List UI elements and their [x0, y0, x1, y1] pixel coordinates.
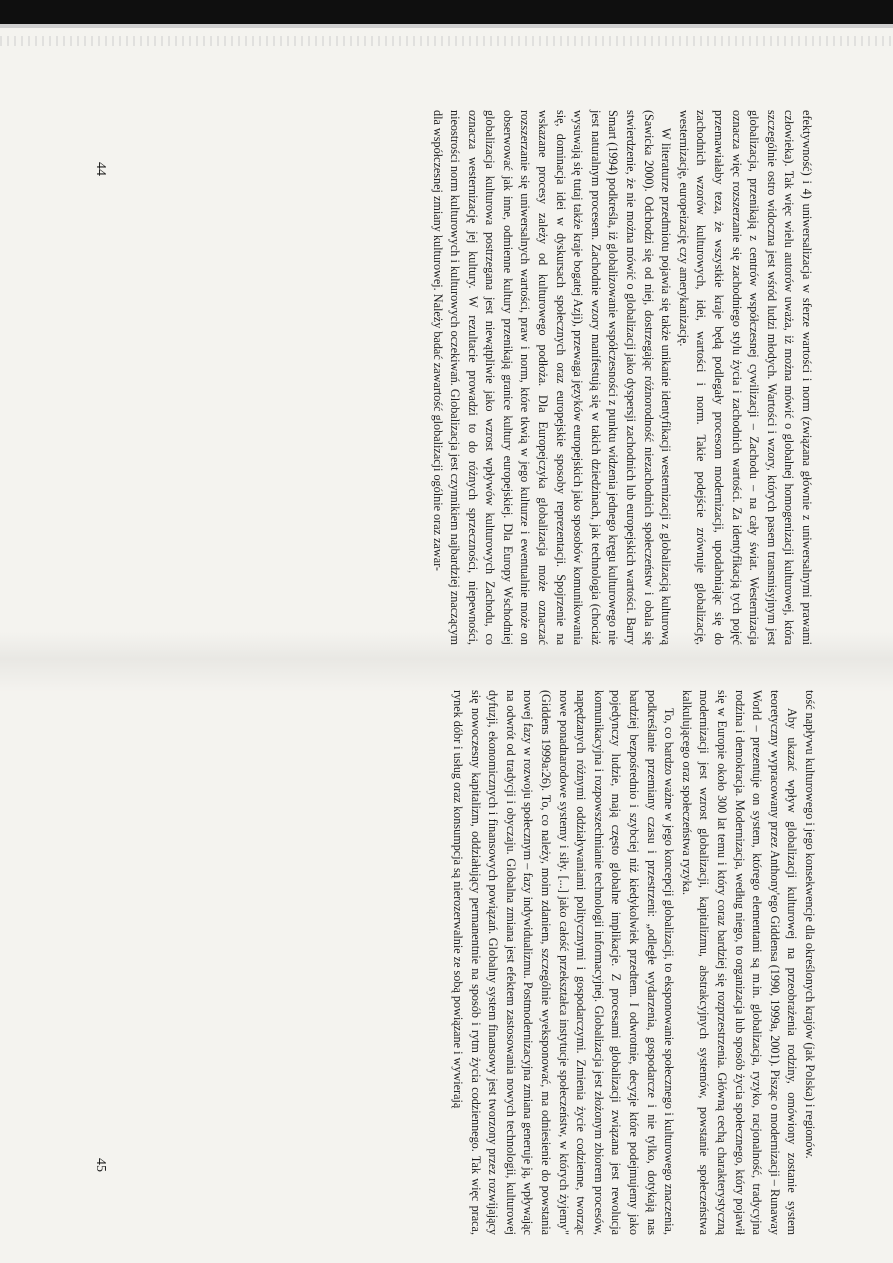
paragraph: tość napływu kulturowego i jego konsekwencje dla określonych krajów (jak Polska) i regionów. — [803, 690, 817, 1159]
page-number-45: 45 — [93, 1158, 108, 1172]
page-number-44: 44 — [93, 162, 108, 176]
scanner-streak — [0, 36, 893, 46]
paragraph: Aby ukazać wpływ globalizacji kulturowej na przeobrażenia rodziny, omówiony zostanie system teoretyczny wypracowany przez Anthony'ego Giddensa (1990, 1999a, 2001). Pisząc o modernizacji – Runaway World – prezentuje on system, którego elementami są m.in. globalizacja, ryzyko, racjonalność, tradycyjna rodzina i demokracja. Modernizacja, według niego, to organizacja lub sposób życia społecznego, który pojawił się w Europie około 300 lat temu i który coraz bardziej się rozprzestrzenia. Główną cechą charakterystyczną modernizacji jest wzrost globalizacji, kapitalizmu, abstrakcyjnych systemów, powstanie społeczeństwa kalkulującego oraz społeczeństwa ryzyka. — [679, 690, 800, 1235]
paragraph: To, co bardzo ważne w jego koncepcji globalizacji, to eksponowanie społecznego i kulturowego znaczenia, podkreślanie przemiany czasu i przestrzeni: „odległe wydarzenia, gospodarcze i nie tylko, dotykają nas bardziej bezpośrednio i szybciej niż kiedykolwiek przedtem. I odwrotnie, decyzje które podejmujemy jako pojedynczy ludzie, mają często globalne implikacje. Z procesami globalizacji związana jest rewolucja komunikacyjna i rozpowszechnianie technologii informacyjnej. Globalizacja jest złożonym zbiorem procesów, napędzanych różnymi oddziaływaniami politycznymi i gospodarczymi. Zmienia życie codzienne, tworząc nowe ponadnarodowe systemy i siły. [...] jako całość przekształca instytucje społeczeństw, w których żyjemy" (Giddens 1999a:26). To, co należy, moim zdaniem, szczególnie wyeksponować, ma odniesienie do powstania nowej fazy w rozwoju społecznym – fazy indywidualizmu. Postmodernizacyjna zmiana generuje ją, wpływając na odwrót od tradycji i obyczaju. Globalna zmiana jest efektem zastosowania nowych technologii, kulturowej dyfuzji, ekonomicznych i finansowych powiązań. Globalny system finansowy jest tworzony przez rozwijający się nowoczesny kapitalizm, oddziałujący permanentnie na sposób i rytm życia codziennego. Tak więc praca, rynek dóbr i usług oraz konsumpcja są nierozerwalnie ze sobą powiązane i wywierają — [451, 690, 677, 1235]
paragraph: W literaturze przedmiotu pojawia się także unikanie identyfikacji westernizacji z globalizacją kulturową (Sawicka 2000). Odchodzi się od niej, dostrzegając różnorodność niezachodnich społeczeństw i obala się stwierdzenie, że nie można mówić o globalizacji jako dyspersji zachodnich lub europejskich wartości. Barry Smart (1994) podkreśla, iż globalizowanie współczesności z punktu widzenia jednego kręgu kulturowego nie jest naturalnym procesem. Zachodnie wzory manifestują się w takich dziedzinach, jak technologia (chociaż wysuwają się tutaj także kraje bogatej Azji), przewaga języków europejskich jako sposobów komunikowania się, dominacja idei w dyskursach społecznych oraz europejskie sposoby reprezentacji. Spojrzenie na wskazane procesy zależy od kulturowego podłoża. Dla Europejczyka globalizacja może oznaczać rozszerzanie się uniwersalnych wartości, praw i norm, które tkwią w jego kulturze i ewentualnie może on obserwować jak inne, odmienne kultury przenikają granice kultury europejskiej. Dla Europy Wschodniej globalizacja kulturowa postrzegana jest niewątpliwie jako wzrost wpływów kulturowych Zachodu, co oznacza westernizację jej kultury. W rezultacie prowadzi to do różnych sprzeczności, niepewności, nieostrości norm kulturowych i kulturowych oczekiwań. Globalizacja jest czynnikiem najbardziej znaczącym dla współczesnej zmiany kulturowej. Należy badać zawartość globalizacji ogólnie oraz zawar- — [430, 110, 674, 645]
page-45-text — [449, 690, 818, 1235]
paragraph: efektywność) i 4) uniwersalizacja w sferze wartości i norm (związana głównie z uniwersalnymi prawami człowieka). Tak więc wielu autorów uważa, iż można mówić o globalnej homogenizacji kulturowej, która szczególnie ostro widoczna jest wśród ludzi młodych. Wartości i wzory, których pasem transmisyjnym jest globalizacja, przenikają z centrów współczesnej cywilizacji – Zachodu – na cały świat. Westernizacja oznacza więc rozszerzanie się zachodniego stylu życia i zachodnich wartości. Za identyfikacją tych pojęć przemawiałaby teza, że wszystkie kraje będą podlegały procesom modernizacji, upodabniając się do zachodnich wzorów kulturowych, idei, wartości i norm. Takie podejście zrównuje globalizację, westernizację, europeizację czy amerykanizację. — [676, 110, 814, 645]
page-44-text — [428, 110, 815, 645]
page-45 — [138, 690, 818, 1235]
page-44 — [145, 110, 815, 645]
